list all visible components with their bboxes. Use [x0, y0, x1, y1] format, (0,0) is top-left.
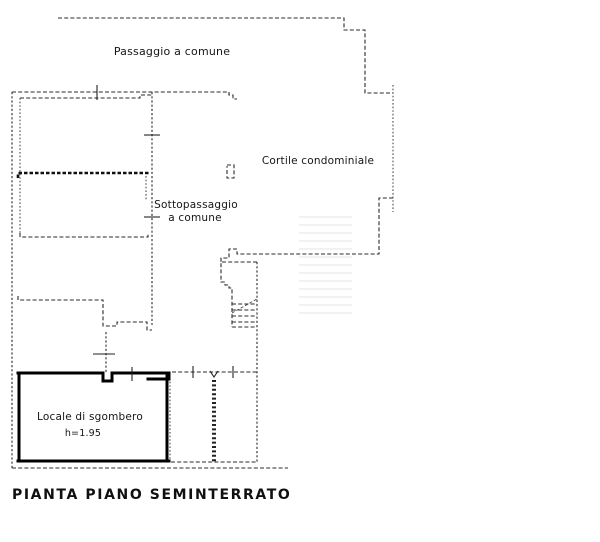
label-cortile-condominiale: Cortile condominiale: [261, 155, 375, 167]
heavy-lines: [18, 173, 150, 178]
label-sottopassaggio-line1: Sottopassaggio: [154, 199, 238, 211]
label-passaggio-a-comune: Passaggio a comune: [113, 45, 231, 58]
watermark: [299, 216, 352, 320]
tick-lines: [93, 85, 233, 381]
label-sottopassaggio-line2: a comune: [168, 212, 222, 224]
diag-lines: [232, 299, 257, 313]
label-locale-di-sgombero: Locale di sgombero: [37, 411, 143, 423]
label-room-height: h=1.95: [64, 428, 102, 439]
page-title: PIANTA PIANO SEMINTERRATO: [12, 487, 292, 503]
